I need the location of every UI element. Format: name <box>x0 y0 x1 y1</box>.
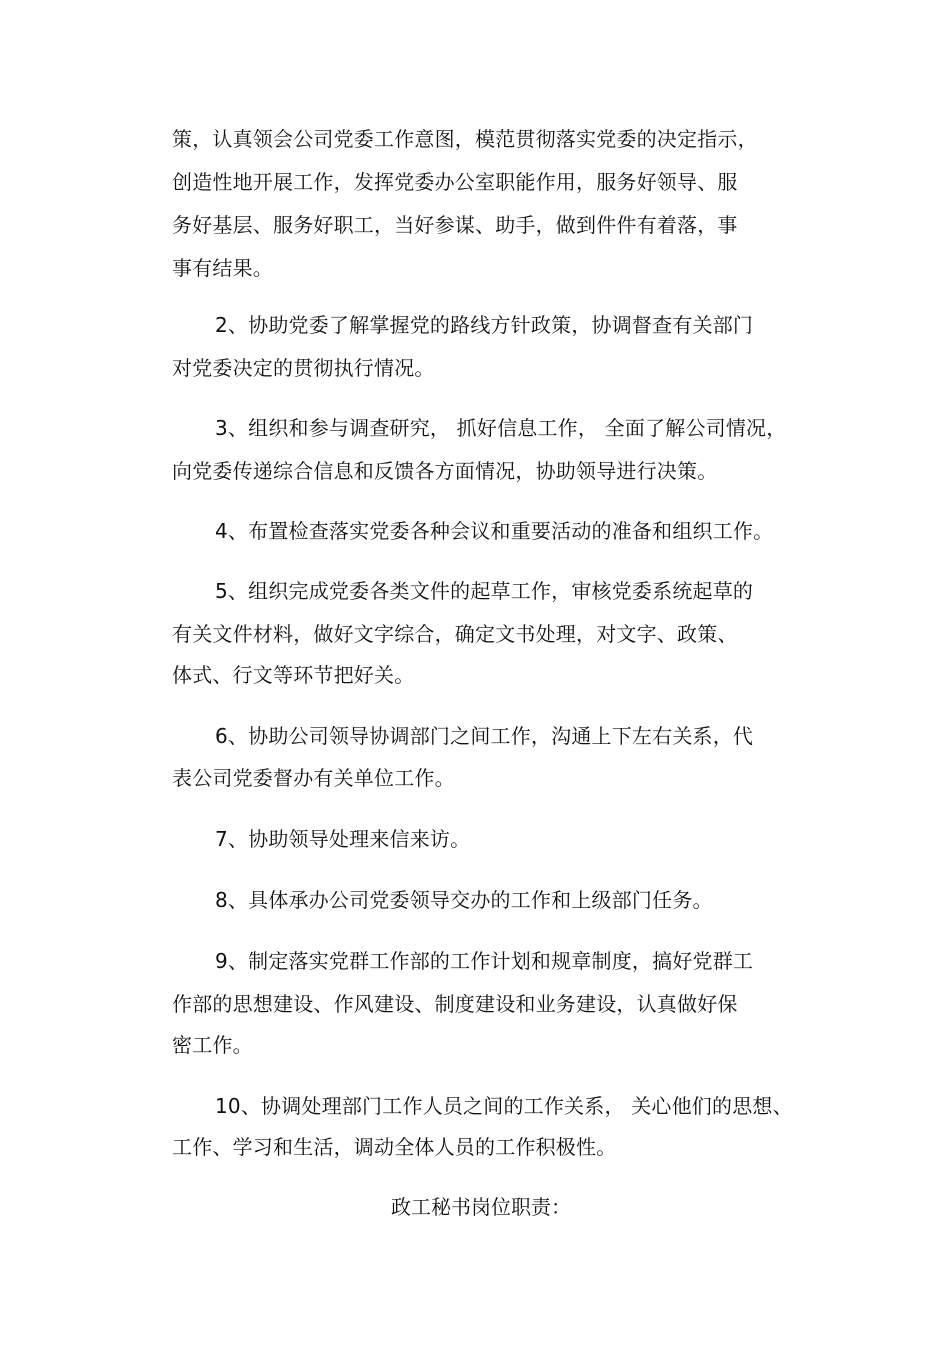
list-item-line: 6、协助公司领导协调部门之间工作，沟通上下左右关系，代 <box>215 724 754 748</box>
paragraph-line: 创造性地开展工作，发挥党委办公室职能作用，服务好领导、服 <box>172 170 738 194</box>
list-item-line: 对党委决定的贯彻执行情况。 <box>172 356 435 380</box>
list-item-line: 体式、行文等环节把好关。 <box>172 663 415 687</box>
list-item-line: 向党委传递综合信息和反馈各方面情况，协助领导进行决策。 <box>172 459 718 483</box>
paragraph-line: 务好基层、服务好职工，当好参谋、助手，做到件件有着落，事 <box>172 213 738 237</box>
paragraph-line: 策，认真领会公司党委工作意图，模范贯彻落实党委的决定指示， <box>172 127 758 151</box>
list-item-line: 作部的思想建设、作风建设、制度建设和业务建设，认真做好保 <box>172 992 738 1016</box>
list-item-line: 4、布置检查落实党委各种会议和重要活动的准备和组织工作。 <box>215 519 774 543</box>
list-item-line: 2、协助党委了解掌握党的路线方针政策，协调督查有关部门 <box>215 313 754 337</box>
list-item-line: 表公司党委督办有关单位工作。 <box>172 766 455 790</box>
list-item-line: 8、具体承办公司党委领导交办的工作和上级部门任务。 <box>215 888 713 912</box>
list-item-line: 5、组织完成党委各类文件的起草工作，审核党委系统起草的 <box>215 579 754 603</box>
section-heading: 政工秘书岗位职责： <box>391 1195 571 1219</box>
list-item-line: 3、组织和参与调查研究， 抓好信息工作， 全面了解公司情况， <box>215 416 787 440</box>
list-item-line: 10、协调处理部门工作人员之间的工作关系， 关心他们的思想、 <box>215 1094 793 1118</box>
paragraph-line: 事有结果。 <box>172 256 273 280</box>
list-item-line: 密工作。 <box>172 1033 253 1057</box>
list-item-line: 工作、学习和生活，调动全体人员的工作积极性。 <box>172 1135 617 1159</box>
list-item-line: 9、制定落实党群工作部的工作计划和规章制度，搞好党群工 <box>215 949 754 973</box>
list-item-line: 7、协助领导处理来信来访。 <box>215 827 471 851</box>
list-item-line: 有关文件材料，做好文字综合，确定文书处理，对文字、政策、 <box>172 622 738 646</box>
